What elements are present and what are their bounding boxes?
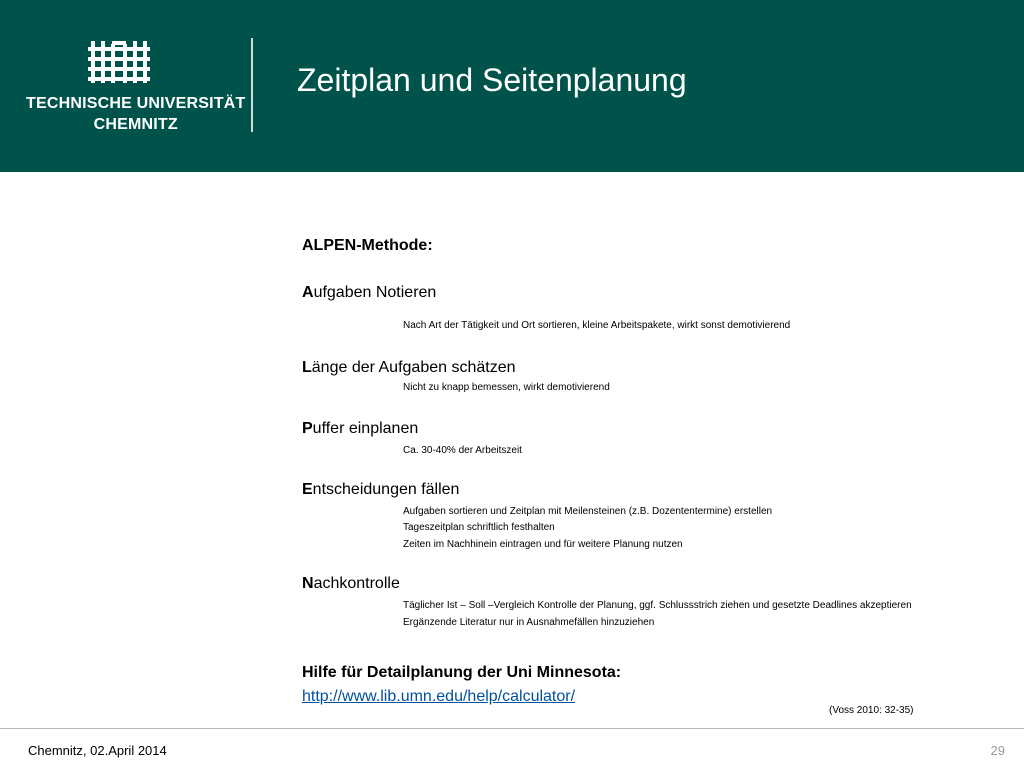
footer-location-date: Chemnitz, 02.April 2014 [28,743,167,758]
step-initial: E [302,481,313,498]
logo-line-1: TECHNISCHE UNIVERSITÄT [26,95,246,112]
university-logo-text [26,93,246,135]
step-label: änge der Aufgaben schätzen [311,359,516,376]
step-initial: N [302,575,314,592]
logo-line-2: CHEMNITZ [93,116,178,133]
footer-divider [0,728,1024,729]
step-detail: Nach Art der Tätigkeit und Ort sortieren, kleine Arbeitspakete, wirkt sonst demotivierend [403,320,791,331]
calculator-link[interactable]: http://www.lib.umn.edu/help/calculator/ [302,688,576,705]
step-label: achkontrolle [313,575,400,592]
step-nachkontrolle [302,574,400,594]
step-detail: Ca. 30-40% der Arbeitszeit [403,445,522,456]
step-label: ufgaben Notieren [313,284,437,301]
step-initial: P [302,420,313,437]
university-building-icon [88,41,150,83]
step-laenge [302,358,516,378]
slide-header [0,0,1024,172]
header-divider [251,38,253,132]
step-aufgaben [302,283,436,303]
step-detail: Nicht zu knapp bemessen, wirkt demotivierend [403,382,610,393]
page-number: 29 [990,743,1005,758]
step-detail: Tageszeitplan schriftlich festhalten [403,522,555,533]
step-detail: Ergänzende Literatur nur in Ausnahmefällen hinzuziehen [403,617,655,628]
help-title: Hilfe für Detailplanung der Uni Minnesota: [302,664,622,681]
step-initial: A [302,284,314,301]
slide-title: Zeitplan und Seitenplanung [297,62,687,98]
step-initial: L [302,359,312,376]
section-title: ALPEN-Methode: [302,237,433,254]
step-detail: Zeiten im Nachhinein eintragen und für weitere Planung nutzen [403,539,683,550]
step-detail: Aufgaben sortieren und Zeitplan mit Meilensteinen (z.B. Dozententermine) erstellen [403,506,773,517]
step-entscheidungen [302,480,459,500]
step-label: ntscheidungen fällen [312,481,460,498]
step-label: uffer einplanen [312,420,419,437]
citation: (Voss 2010: 32-35) [829,705,914,716]
step-detail: Täglicher Ist – Soll –Vergleich Kontrolle der Planung, ggf. Schlussstrich ziehen und gesetzte Deadlines akzeptieren [403,600,912,611]
step-puffer [302,419,418,439]
